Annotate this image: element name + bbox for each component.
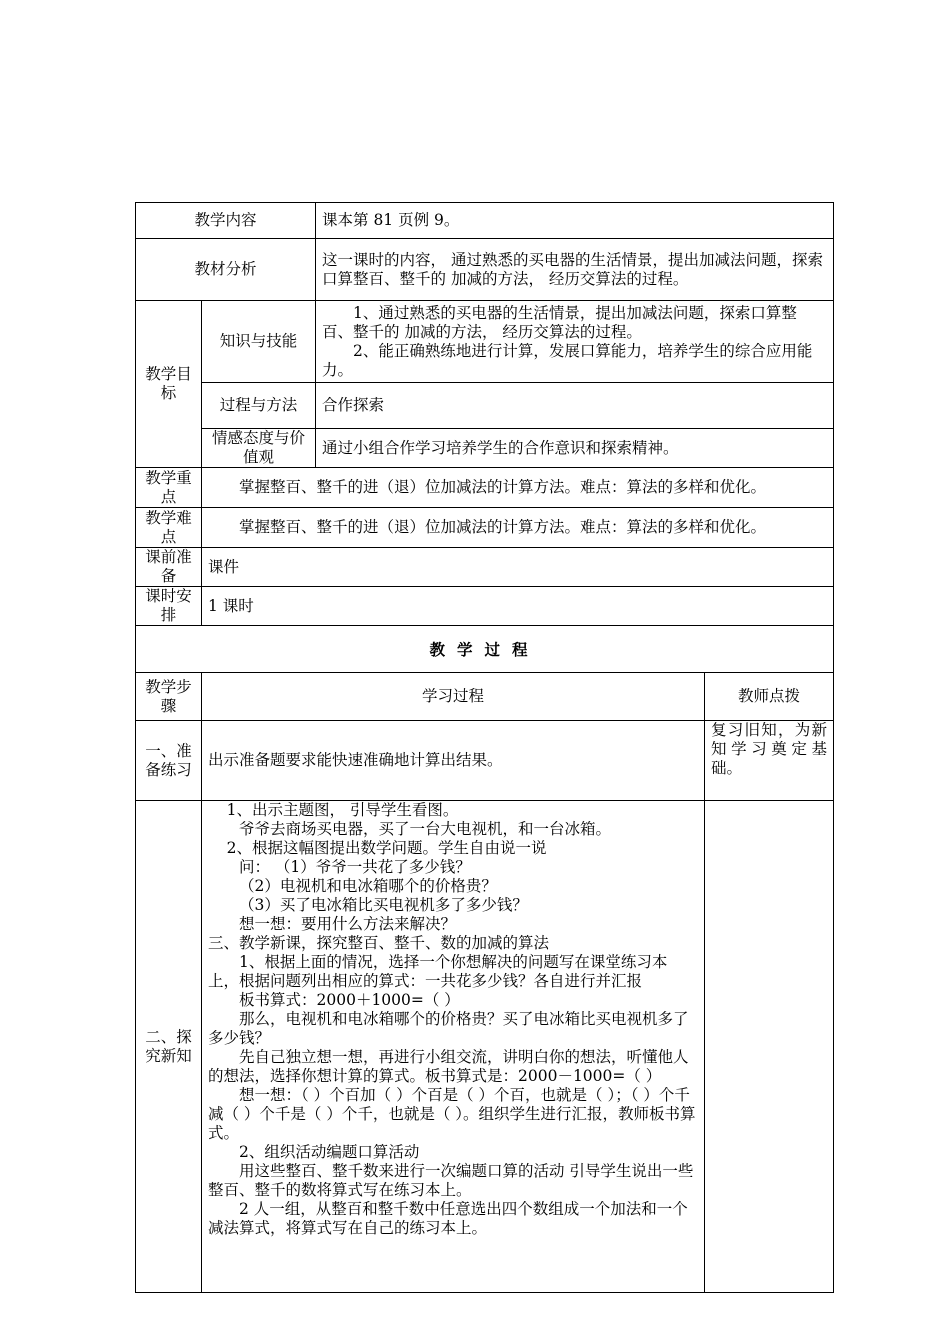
row-column-headers <box>136 673 834 721</box>
key-value: 掌握整百、整千的进（退）位加减法的计算方法。难点：算法的多样和优化。 <box>202 468 834 508</box>
content-label: 教学内容 <box>136 203 316 239</box>
step-2-line: 1、根据上面的情况，选择一个你想解决的问题写在课堂练习本上，根据问题列出相应的算式：一共花多少钱？各自进行并汇报 <box>208 953 668 990</box>
step-2-line: 那么，电视机和电冰箱哪个的价格贵？买了电冰箱比买电视机多了多少钱？ <box>208 1010 689 1047</box>
schedule-label: 课时安排 <box>136 587 202 626</box>
step-2-line: 三、教学新课，探究整百、整千、数的加减的算法 <box>208 934 550 952</box>
step-2-line: 2、根据这幅图提出数学问题。学生自由说一说 <box>226 839 547 857</box>
step-2-line: 爷爷去商场买电器，买了一台大电视机，和一台冰箱。 <box>239 820 612 838</box>
row-process-header <box>136 626 834 673</box>
row-goal-attitude <box>136 429 834 468</box>
step-2-line: 2 人一组，从整百和整千数中任意选出四个数组成一个加法和一个减法算式，将算式写在自己的练习本上。 <box>208 1200 688 1237</box>
row-goal-process <box>136 383 834 429</box>
step-2-content <box>202 801 705 1293</box>
row-difficulty <box>136 508 834 548</box>
analysis-label: 教材分析 <box>136 239 316 301</box>
row-key <box>136 468 834 508</box>
step-2-line: （3）买了电冰箱比买电视机多了多少钱？ <box>239 896 528 914</box>
attitude-label: 情感态度与价值观 <box>202 429 316 468</box>
row-content <box>136 203 834 239</box>
knowledge-value <box>316 301 834 383</box>
process-header: 教学过程 <box>136 626 834 673</box>
column-step: 教学步骤 <box>136 673 202 721</box>
knowledge-line-2: 2、能正确熟练地进行计算，发展口算能力，培养学生的综合应用能力。 <box>322 341 813 379</box>
content-value: 课本第 81 页例 9。 <box>316 203 834 239</box>
step-1-label: 一、准备练习 <box>136 721 202 801</box>
step-1-content: 出示准备题要求能快速准确地计算出结果。 <box>202 721 705 801</box>
attitude-value: 通过小组合作学习培养学生的合作意识和探索精神。 <box>316 429 834 468</box>
step-1-note: 复习旧知，为新知学习奠定基础。 <box>705 721 834 801</box>
row-schedule <box>136 587 834 626</box>
step-2-line: 想一想：（ ）个百加（ ）个百是（ ）个百，也就是（ ）；（ ）个千减（ ）个千是（ ）个千，也就是（ ）。组织学生进行汇报，教师板书算式。 <box>208 1086 696 1142</box>
difficulty-label: 教学难点 <box>136 508 202 548</box>
lesson-plan-table <box>135 202 834 1293</box>
step-2-note <box>705 801 834 1293</box>
row-prep <box>136 548 834 587</box>
process-value: 合作探索 <box>316 383 834 429</box>
goals-label: 教学目标 <box>136 301 202 468</box>
row-step-2 <box>136 801 834 1293</box>
column-teacher: 教师点拨 <box>705 673 834 721</box>
prep-value: 课件 <box>202 548 834 587</box>
step-2-line: 板书算式：2000＋1000=（ ） <box>239 991 460 1009</box>
step-2-line: 用这些整百、整千数来进行一次编题口算的活动 引导学生说出一些整百、整千的数将算式写在练习本上。 <box>208 1162 694 1199</box>
step-2-line: 想一想：要用什么方法来解决？ <box>239 915 457 933</box>
row-goal-knowledge <box>136 301 834 383</box>
difficulty-value: 掌握整百、整千的进（退）位加减法的计算方法。难点：算法的多样和优化。 <box>202 508 834 548</box>
column-learning: 学习过程 <box>202 673 705 721</box>
row-analysis <box>136 239 834 301</box>
step-2-line: 先自己独立想一想，再进行小组交流，讲明白你的想法，听懂他人的想法，选择你想计算的算式。板书算式是：2000－1000=（ ） <box>208 1048 689 1085</box>
schedule-value: 1 课时 <box>202 587 834 626</box>
process-label: 过程与方法 <box>202 383 316 429</box>
knowledge-line-1: 1、通过熟悉的买电器的生活情景，提出加减法问题，探索口算整百、整千的 加减的方法， 经历交算法的过程。 <box>322 303 797 341</box>
row-step-1 <box>136 721 834 801</box>
step-2-line: （2）电视机和电冰箱哪个的价格贵？ <box>239 877 497 895</box>
step-2-line: 1、出示主题图， 引导学生看图。 <box>226 801 459 819</box>
knowledge-label: 知识与技能 <box>202 301 316 383</box>
prep-label: 课前准备 <box>136 548 202 587</box>
step-2-line: 问： （1）爷爷一共花了多少钱？ <box>239 858 471 876</box>
step-2-line: 2、组织活动编题口算活动 <box>239 1143 420 1161</box>
analysis-value: 这一课时的内容， 通过熟悉的买电器的生活情景，提出加减法问题，探索口算整百、整千的 加减的方法， 经历交算法的过程。 <box>316 239 834 301</box>
key-label: 教学重点 <box>136 468 202 508</box>
step-2-label: 二、探究新知 <box>136 801 202 1293</box>
